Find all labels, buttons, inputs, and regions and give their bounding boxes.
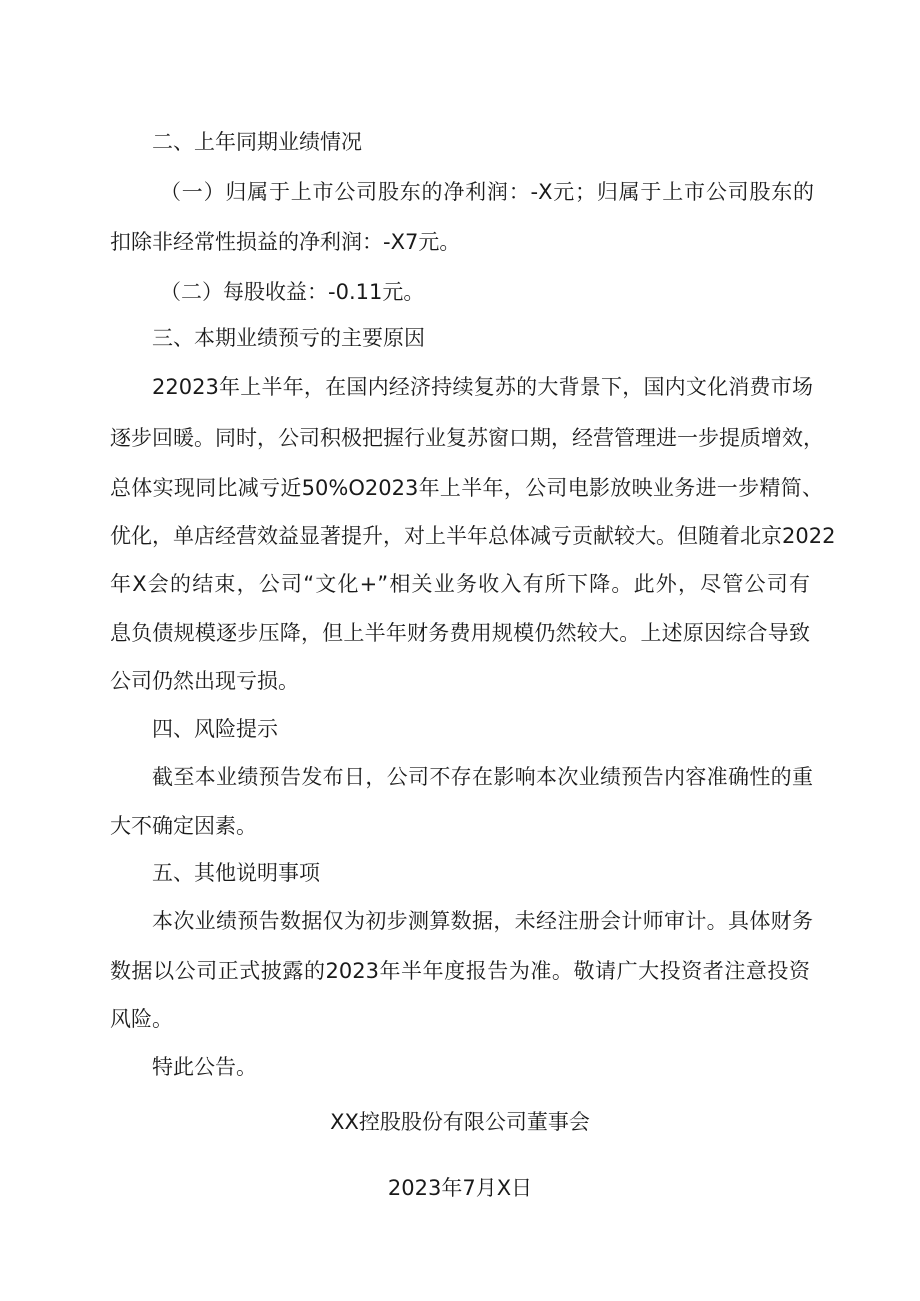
closing-text: 特此公告。 (152, 1055, 257, 1079)
signature-company: XX控股股份有限公司董事会 (330, 1110, 590, 1134)
section-3-heading: 三、本期业绩预亏的主要原因 (152, 326, 425, 350)
section-3-line-5: 年X会的结束，公司“文化+”相关业务收入有所下降。此外，尽管公司有 (110, 572, 810, 596)
section-5-heading: 五、其他说明事项 (152, 861, 320, 885)
section-2-item-1-line-1: （一）归属于上市公司股东的净利润：-X元；归属于上市公司股东的 (160, 180, 814, 204)
section-4-line-2: 大不确定因素。 (110, 814, 257, 838)
section-3-line-7: 公司仍然出现亏损。 (110, 669, 299, 693)
section-2-item-1-line-2: 扣除非经常性损益的净利润：-X7元。 (110, 230, 461, 254)
section-2-item-2: （二）每股收益：-0.11元。 (160, 280, 425, 304)
signature-date: 2023年7月X日 (387, 1176, 533, 1200)
section-4-line-1: 截至本业绩预告发布日，公司不存在影响本次业绩预告内容准确性的重 (152, 765, 813, 789)
section-5-line-1: 本次业绩预告数据仅为初步测算数据，未经注册会计师审计。具体财务 (152, 909, 813, 933)
section-2-heading: 二、上年同期业绩情况 (152, 130, 362, 154)
section-3-line-3: 总体实现同比减亏近50%O2023年上半年，公司电影放映业务进一步精简、 (110, 476, 823, 500)
section-5-line-2: 数据以公司正式披露的2023年半年度报告为准。敬请广大投资者注意投资 (110, 959, 810, 983)
section-3-line-6: 息负债规模逐步压降，但上半年财务费用规模仍然较大。上述原因综合导致 (110, 621, 810, 645)
section-4-heading: 四、风险提示 (152, 717, 278, 741)
section-3-line-1: 22023年上半年，在国内经济持续复苏的大背景下，国内文化消费市场 (152, 375, 813, 399)
section-5-line-3: 风险。 (110, 1007, 173, 1031)
section-3-line-4: 优化，单店经营效益显著提升，对上半年总体减亏贡献较大。但随着北京2022 (110, 524, 836, 548)
section-3-line-2: 逐步回暖。同时，公司积极把握行业复苏窗口期，经营管理进一步提质增效， (110, 426, 824, 450)
